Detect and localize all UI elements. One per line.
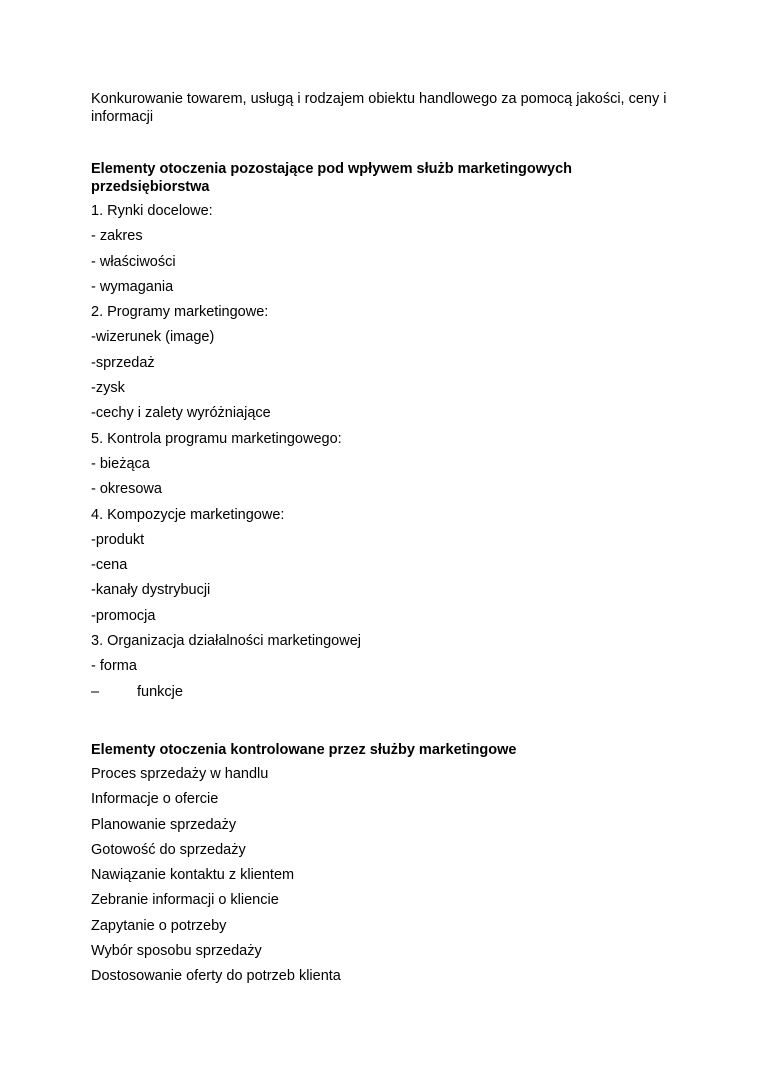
list-line: -cena [91,557,128,574]
list-line: -promocja [91,607,156,624]
intro-paragraph: Konkurowanie towarem, usługą i rodzajem obiektu handlowego za pomocą jakości, ceny i informacji [91,91,667,125]
list-line: Zebranie informacji o kliencie [91,892,279,909]
list-line: Gotowość do sprzedaży [91,841,246,858]
bulleted-list-item [91,683,691,708]
section-heading-influenced: Elementy otoczenia pozostające pod wpływem służb marketingowych przedsiębiorstwa [91,161,573,195]
document-page [91,90,691,993]
list-line: Zapytanie o potrzeby [91,917,227,934]
list-line: Proces sprzedaży w handlu [91,765,269,782]
controlled-elements-list [91,765,691,993]
list-line: - okresowa [91,481,162,498]
list-line: Informacje o ofercie [91,791,219,808]
list-line: 2. Programy marketingowe: [91,304,269,321]
list-line: Dostosowanie oferty do potrzeb klienta [91,968,341,985]
list-line: - zakres [91,228,143,245]
list-line: Nawiązanie kontaktu z klientem [91,867,295,884]
list-line: -produkt [91,531,145,548]
list-line: 1. Rynki docelowe: [91,203,213,219]
list-line: Planowanie sprzedaży [91,816,237,833]
list-line: -sprzedaż [91,354,155,371]
list-line: - wymagania [91,278,174,295]
list-line: 3. Organizacja działalności marketingowej [91,633,361,650]
list-line: 4. Kompozycje marketingowe: [91,506,285,523]
list-line: -cechy i zalety wyróżniające [91,405,271,422]
bulleted-item-text: funkcje [137,683,183,700]
list-line: - forma [91,658,137,675]
list-line: 5. Kontrola programu marketingowego: [91,430,342,447]
influenced-elements-list [91,202,691,708]
list-line: -wizerunek (image) [91,329,215,346]
list-line: Wybór sposobu sprzedaży [91,943,262,960]
list-line: - bieżąca [91,455,150,472]
dash-bullet: – [91,683,100,700]
list-line: -kanały dystrybucji [91,582,211,599]
list-line: -zysk [91,380,125,397]
list-line: - właściwości [91,253,176,270]
section-heading-controlled: Elementy otoczenia kontrolowane przez służby marketingowe [91,741,517,758]
